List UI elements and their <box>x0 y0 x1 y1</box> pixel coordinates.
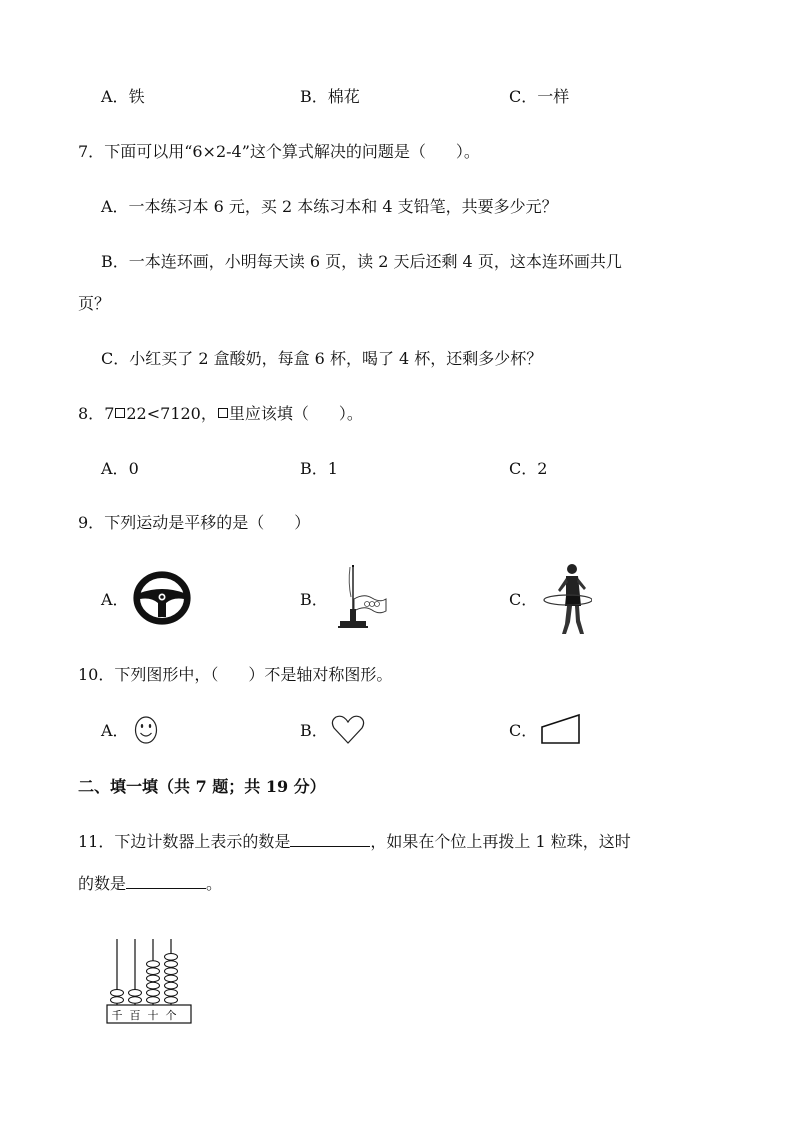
q6-option-c[interactable]: C．一样 <box>509 87 570 106</box>
abacus-bead <box>147 968 160 975</box>
abacus-bead <box>147 961 160 968</box>
abacus-label-ones: 个 <box>165 1009 177 1022</box>
q10-option-c[interactable]: C． <box>509 721 538 740</box>
q7-option-a[interactable]: A．一本练习本 6 元，买 2 本练习本和 4 支铅笔，共要多少元？ <box>101 197 558 216</box>
answer-blank[interactable] <box>126 872 206 889</box>
abacus-bead <box>165 990 178 997</box>
heart-icon <box>331 715 365 745</box>
abacus-bead <box>147 982 160 989</box>
q7-option-c[interactable]: C．小红买了 2 盒酸奶，每盒 6 杯，喝了 4 杯，还剩多少杯？ <box>101 349 543 368</box>
abacus-bead <box>147 990 160 997</box>
abacus-bead <box>165 961 178 968</box>
abacus-bead <box>165 982 178 989</box>
abacus-bead <box>165 954 178 961</box>
abacus-bead <box>129 990 142 997</box>
blank-square-icon <box>218 408 228 418</box>
abacus-bead <box>165 997 178 1004</box>
trapezoid-icon <box>540 713 582 745</box>
q9-stem: 9．下列运动是平移的是（ ） <box>78 513 311 532</box>
steering-wheel-icon <box>133 571 191 625</box>
abacus-bead <box>111 997 124 1004</box>
q10-option-b[interactable]: B． <box>300 721 328 740</box>
hula-hoop-icon <box>540 562 592 638</box>
q6-option-b[interactable]: B．棉花 <box>300 87 360 106</box>
q7-stem: 7．下面可以用“6×2-4”这个算式解决的问题是（ ）。 <box>78 142 480 161</box>
q6-option-a[interactable]: A．铁 <box>101 87 145 106</box>
q9-option-a[interactable]: A． <box>101 590 129 609</box>
q10-option-a[interactable]: A． <box>101 721 129 740</box>
q9-option-c[interactable]: C． <box>509 590 538 609</box>
abacus-bead <box>165 968 178 975</box>
blank-square-icon <box>115 408 125 418</box>
abacus-rods <box>111 939 178 1005</box>
answer-blank[interactable] <box>290 830 370 847</box>
abacus-label-hundreds: 百 <box>129 1009 141 1022</box>
abacus-bead <box>147 975 160 982</box>
abacus <box>103 935 198 1030</box>
flag-raising-icon <box>334 563 390 633</box>
q9-option-b[interactable]: B． <box>300 590 328 609</box>
abacus-label-thousands: 千 <box>111 1009 123 1022</box>
q8-stem: 8．7 22<7120， 里应该填（ ）。 <box>78 404 363 423</box>
q7-option-b-line1[interactable]: B．一本连环画，小明每天读 6 页，读 2 天后还剩 4 页，这本连环画共几 <box>101 252 622 271</box>
q7-option-b-line2[interactable]: 页？ <box>78 294 111 313</box>
q11-stem-line2: 的数是 。 <box>78 874 223 893</box>
q8-option-a[interactable]: A．0 <box>101 459 139 478</box>
abacus-bead <box>147 997 160 1004</box>
abacus-bead <box>129 997 142 1004</box>
smiley-face-icon <box>134 715 158 745</box>
q10-stem: 10．下列图形中，（ ）不是轴对称图形。 <box>78 665 393 684</box>
abacus-bead <box>165 975 178 982</box>
q11-stem-line1: 11．下边计数器上表示的数是 ，如果在个位上再拨上 1 粒珠，这时 <box>78 832 631 851</box>
section-heading: 二、填一填（共 7 题；共 19 分） <box>78 777 326 796</box>
q8-option-b[interactable]: B．1 <box>300 459 338 478</box>
abacus-label-tens: 十 <box>147 1009 159 1022</box>
q8-option-c[interactable]: C．2 <box>509 459 548 478</box>
abacus-bead <box>111 990 124 997</box>
